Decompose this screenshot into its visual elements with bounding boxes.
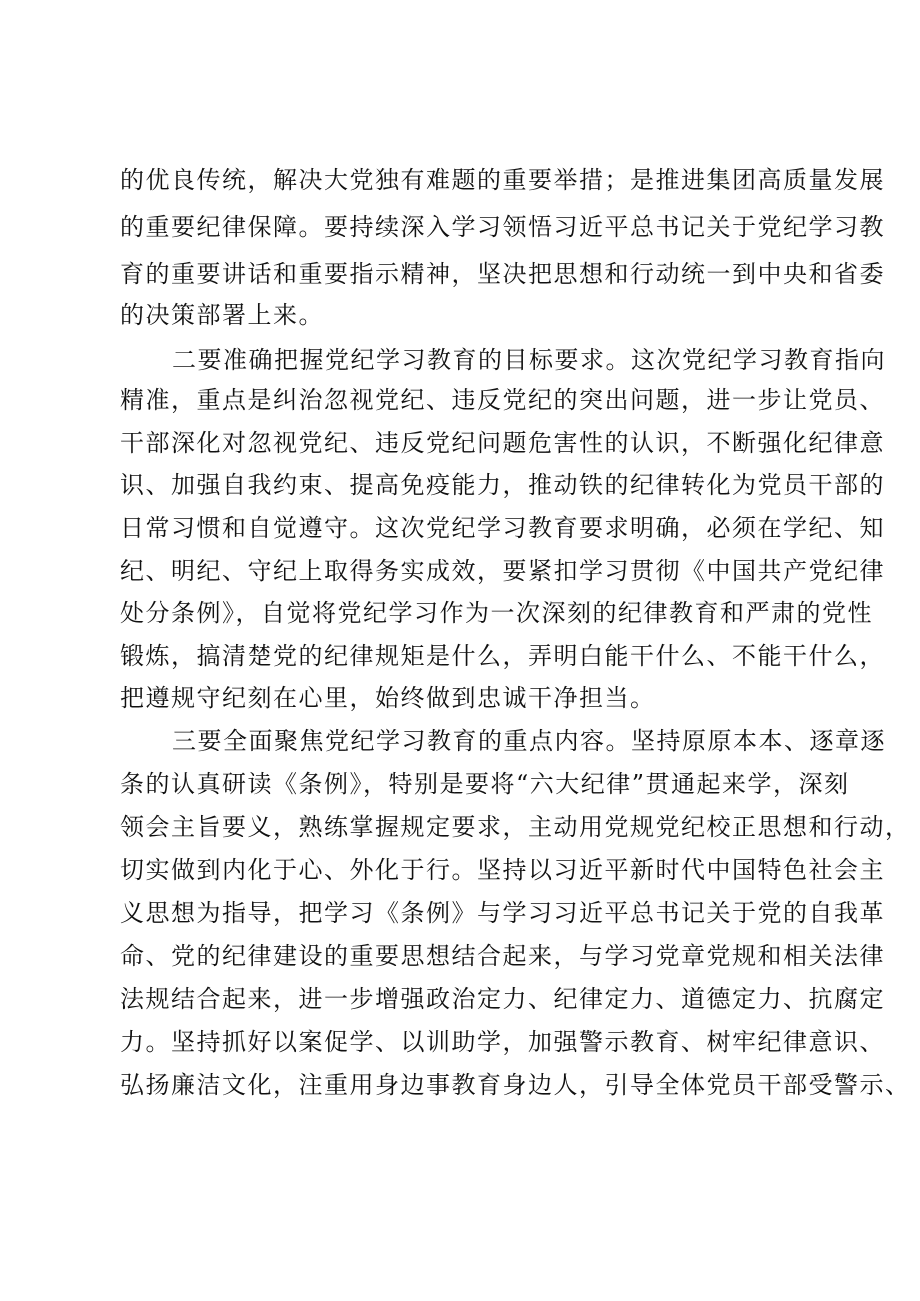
paragraph-2-line-5: 日常习惯和自觉遵守。这次党纪学习教育要求明确，必须在学纪、知	[120, 514, 885, 542]
paragraph-2-line-6: 纪、明纪、守纪上取得务实成效，要紧扣学习贯彻《中国共产党纪律	[120, 557, 885, 585]
paragraph-3-line-3: 领会主旨要义，熟练掌握规定要求，主动用党规党纪校正思想和行动，	[120, 813, 911, 841]
paragraph-3-line-9: 弘扬廉洁文化，注重用身边事教育身边人，引导全体党员干部受警示、	[120, 1071, 911, 1099]
paragraph-1-line-1: 的优良传统，解决大党独有难题的重要举措；是推进集团高质量发展	[120, 166, 885, 194]
paragraph-2-line-8: 锻炼，搞清楚党的纪律规矩是什么，弄明白能干什么、不能干什么，	[120, 642, 885, 670]
paragraph-2-line-2: 精准，重点是纠治忽视党纪、违反党纪的突出问题，进一步让党员、	[120, 386, 885, 414]
paragraph-2-line-9: 把遵规守纪刻在心里，始终做到忠诚干净担当。	[120, 684, 656, 712]
paragraph-3-line-4: 切实做到内化于心、外化于行。坚持以习近平新时代中国特色社会主	[120, 856, 885, 884]
paragraph-2-line-7: 处分条例》，自觉将党纪学习作为一次深刻的纪律教育和严肃的党性	[120, 599, 873, 627]
paragraph-2-line-3: 干部深化对忽视党纪、违反党纪问题危害性的认识，不断强化纪律意	[120, 429, 885, 457]
paragraph-3-line-6: 命、党的纪律建设的重要思想结合起来，与学习党章党规和相关法律	[120, 942, 885, 970]
paragraph-3-line-8: 力。坚持抓好以案促学、以训助学，加强警示教育、树牢纪律意识、	[120, 1028, 885, 1056]
paragraph-3-line-2: 条的认真研读《条例》，特别是要将“六大纪律”贯通起来学，深刻	[120, 770, 850, 798]
paragraph-1-line-3: 育的重要讲话和重要指示精神，坚决把思想和行动统一到中央和省委	[120, 260, 885, 288]
paragraph-2-line-4: 识、加强自我约束、提高免疫能力，推动铁的纪律转化为党员干部的	[120, 471, 885, 499]
paragraph-3-line-5: 义思想为指导，把学习《条例》与学习习近平总书记关于党的自我革	[120, 899, 885, 927]
paragraph-3-line-7: 法规结合起来，进一步增强政治定力、纪律定力、道德定力、抗腐定	[120, 985, 885, 1013]
paragraph-1-line-4: 的决策部署上来。	[120, 301, 324, 329]
paragraph-3-line-1: 三要全面聚焦党纪学习教育的重点内容。坚持原原本本、逐章逐	[172, 727, 886, 755]
paragraph-2-line-1: 二要准确把握党纪学习教育的目标要求。这次党纪学习教育指向	[172, 346, 886, 374]
paragraph-1-line-2: 的重要纪律保障。要持续深入学习领悟习近平总书记关于党纪学习教	[120, 213, 885, 241]
